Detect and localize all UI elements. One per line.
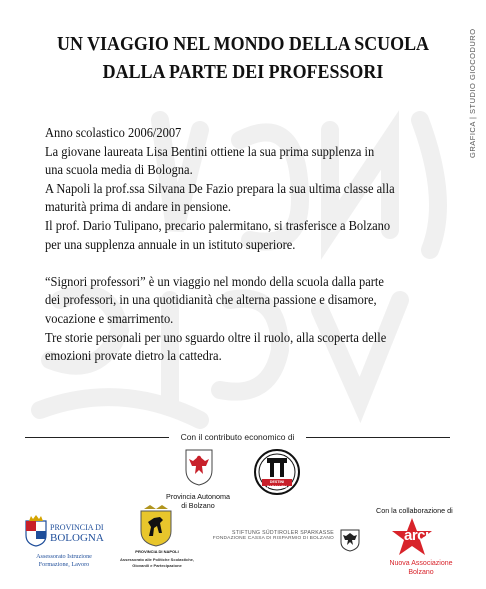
synopsis-line: Il prof. Dario Tulipano, precario palermitano, si trasferisce a Bolzano — [45, 217, 391, 233]
destini-paralleli-badge — [254, 449, 300, 495]
synopsis-line: emozioni provate dietro la cattedra. — [45, 348, 222, 364]
poster-title — [38, 31, 448, 87]
bologna-sub-line-1: Assessorato Istruzione — [36, 553, 92, 560]
synopsis-line: Anno scolastico 2006/2007 — [45, 125, 182, 140]
synopsis-line: per una supplenza annuale in un istituto superiore. — [45, 236, 296, 252]
stiftung-sparkasse-logo — [212, 528, 364, 556]
eagle-shield-icon — [184, 448, 214, 486]
napoli-name: PROVINCIA DI NAPOLI — [135, 549, 179, 554]
napoli-sub-line-1: Assessorato alle Politiche Scolastiche, — [119, 557, 195, 562]
divider-line-right — [306, 437, 450, 438]
synopsis-line: una scuola media di Bologna. — [45, 162, 193, 178]
eagle-crest-icon — [339, 528, 361, 552]
bologna-province-logo — [23, 513, 105, 573]
horse-crest-icon — [138, 505, 174, 547]
bologna-name-line-2: BOLOGNA — [50, 532, 104, 544]
collaboration-label: Con la collaborazione di — [376, 506, 453, 515]
divider-line-left — [25, 437, 169, 438]
arci-label-line-1: Nuova Associazione — [389, 560, 453, 567]
synopsis-line: vocazione e smarrimento. — [45, 310, 174, 326]
bologna-sub-line-2: Formazione, Lavoro — [38, 561, 90, 568]
arci-logo — [386, 517, 456, 557]
synopsis-line: dei professori, in una quotidianità che alterna passione e disamore, — [45, 292, 377, 308]
contribution-divider — [25, 430, 450, 444]
bolzano-label-line-1: Provincia Autonoma — [166, 492, 230, 501]
arci-label-line-2: Bolzano — [408, 569, 434, 576]
napoli-province-logo — [118, 505, 196, 577]
arci-text: arci — [404, 527, 429, 544]
badge-text: DESTINI PARALLELI — [267, 480, 287, 489]
bologna-crest-icon — [23, 515, 49, 547]
synopsis-line: A Napoli la prof.ssa Silvana De Fazio prepara la sua ultima classe alla — [45, 180, 395, 196]
paragraph-gap — [45, 254, 436, 273]
bologna-name-line-1: PROVINCIA DI — [50, 523, 104, 532]
synopsis-line: “Signori professori” è un viaggio nel mondo della scuola dalla parte — [45, 273, 384, 289]
graphic-credit — [468, 18, 482, 158]
synopsis-line: maturità prima di andare in pensione. — [45, 199, 232, 215]
synopsis-line: La giovane laureata Lisa Bentini ottiene la sua prima supplenza in — [45, 143, 375, 159]
title-line-1: UN VIAGGIO NEL MONDO DELLA SCUOLA — [57, 34, 429, 55]
title-line-2: DALLA PARTE DEI PROFESSORI — [102, 62, 384, 83]
contribution-label: Con il contributo economico di — [180, 432, 295, 442]
stiftung-line-1: STIFTUNG SÜDTIROLER SPARKASSE — [232, 530, 334, 536]
bolzano-label-line-2: di Bolzano — [181, 501, 215, 510]
graphic-credit-text: GRAFICA | STUDIO GIOCODURO — [468, 28, 477, 158]
napoli-sub-line-2: Giovanili e Partecipazione — [132, 563, 182, 568]
stiftung-line-2: FONDAZIONE CASSA DI RISPARMIO DI BOLZANO — [212, 536, 334, 541]
synopsis-text — [45, 124, 436, 366]
synopsis-line: Tre storie personali per uno sguardo oltre il ruolo, alla scoperta delle — [45, 329, 387, 345]
